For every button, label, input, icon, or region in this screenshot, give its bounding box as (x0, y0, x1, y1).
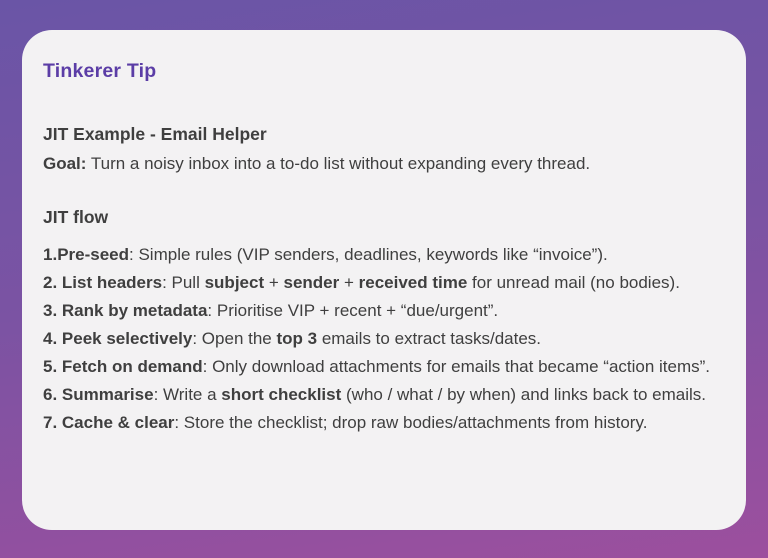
step-text-segment: : Store the checklist; drop raw bodies/attachments from history. (174, 413, 648, 432)
step-text-segment: sender (283, 273, 340, 292)
jit-step (43, 327, 732, 351)
step-text-segment: List headers (61, 273, 163, 292)
step-number: 3. (43, 301, 62, 320)
step-number: 6. (43, 385, 62, 404)
step-text-segment: received time (358, 273, 468, 292)
step-text-segment: for unread mail (no bodies). (467, 273, 680, 292)
step-text-segment: Pre-seed (57, 245, 130, 264)
step-text-segment: subject (204, 273, 265, 292)
step-text-segment: : Open the (192, 329, 277, 348)
step-text-segment: Peek selectively (61, 329, 193, 348)
step-number: 7. (43, 413, 62, 432)
step-text-segment: + (339, 273, 359, 292)
step-text-segment: + (264, 273, 284, 292)
goal-text: Turn a noisy inbox into a to-do list without expanding every thread. (86, 154, 591, 173)
step-number: 2. (43, 273, 62, 292)
step-text-segment: : Write a (153, 385, 222, 404)
jit-step (43, 411, 732, 435)
goal-paragraph (43, 152, 732, 176)
step-text-segment: : Simple rules (VIP senders, deadlines, keywords like “invoice”). (129, 245, 608, 264)
step-number: 1. (43, 245, 58, 264)
jit-step (43, 299, 732, 323)
step-text-segment: : Pull (162, 273, 205, 292)
example-heading: JIT Example - Email Helper (43, 124, 267, 144)
step-text-segment: Cache & clear (61, 413, 175, 432)
step-text-segment: short checklist (221, 385, 342, 404)
step-number: 5. (43, 357, 62, 376)
step-number: 4. (43, 329, 62, 348)
jit-step (43, 271, 732, 295)
jit-step (43, 355, 732, 379)
step-text-segment: (who / what / by when) and links back to emails. (341, 385, 707, 404)
step-text-segment: Summarise (61, 385, 154, 404)
jit-steps (43, 243, 732, 435)
goal-label: Goal: (43, 154, 87, 173)
step-text-segment: Fetch on demand (61, 357, 203, 376)
step-text-segment: Rank by metadata (61, 301, 208, 320)
step-text-segment: : Prioritise VIP + recent + “due/urgent”. (207, 301, 499, 320)
flow-heading: JIT flow (43, 207, 109, 227)
jit-step (43, 383, 732, 407)
tip-label: Tinkerer Tip (43, 60, 157, 82)
jit-step (43, 243, 732, 267)
step-text-segment: : Only download attachments for emails that became “action items”. (202, 357, 711, 376)
step-text-segment: emails to extract tasks/dates. (317, 329, 542, 348)
step-text-segment: top 3 (276, 329, 318, 348)
tip-card (22, 30, 746, 530)
